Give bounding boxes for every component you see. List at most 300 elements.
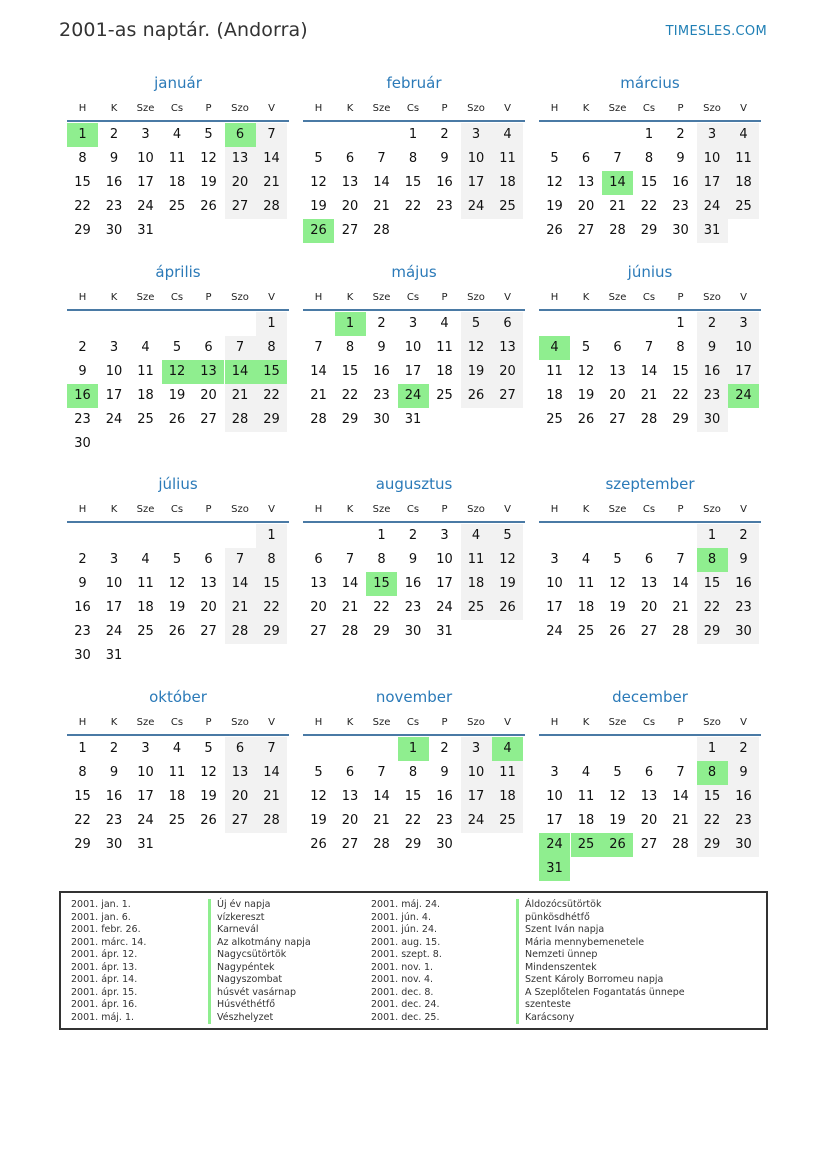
legend-holiday-name: Áldozócsütörtök bbox=[516, 899, 685, 912]
holiday-day-cell: 24 bbox=[539, 833, 570, 857]
day-cell: 5 bbox=[204, 127, 213, 142]
day-cell: 29 bbox=[697, 833, 728, 857]
day-cell: 26 bbox=[168, 412, 186, 427]
day-cell: 25 bbox=[137, 412, 154, 427]
day-cell: 5 bbox=[314, 765, 323, 780]
day-cell: 22 bbox=[256, 384, 287, 408]
day-cell: 14 bbox=[310, 364, 327, 379]
day-cell: 30 bbox=[74, 648, 91, 663]
day-cell: 24 bbox=[436, 600, 453, 615]
day-cell: 4 bbox=[440, 316, 449, 331]
day-cell: 2 bbox=[78, 552, 87, 567]
day-cell: 22 bbox=[341, 388, 359, 403]
weekday-label: Cs bbox=[406, 717, 420, 728]
legend-holiday-name: Nagycsütörtök bbox=[208, 949, 311, 962]
day-cell: 14 bbox=[373, 175, 390, 190]
weekday-label: H bbox=[78, 717, 87, 728]
month-7 bbox=[67, 474, 289, 668]
legend-holiday-name: Mária mennybemenetele bbox=[516, 937, 685, 950]
weekday-label: Szo bbox=[467, 103, 485, 114]
day-cell: 17 bbox=[697, 171, 728, 195]
month-8 bbox=[303, 474, 525, 668]
day-cell: 6 bbox=[225, 737, 256, 761]
day-cell: 17 bbox=[137, 175, 154, 190]
day-cell: 11 bbox=[728, 147, 759, 171]
weekday-label: H bbox=[78, 504, 87, 515]
day-cell: 27 bbox=[341, 223, 359, 238]
day-cell: 4 bbox=[581, 765, 591, 780]
day-cell: 3 bbox=[408, 316, 418, 331]
month-name: február bbox=[386, 74, 442, 92]
day-cell: 5 bbox=[314, 151, 323, 166]
legend-holiday-name: Az alkotmány napja bbox=[208, 937, 311, 950]
day-cell: 5 bbox=[461, 312, 492, 336]
weekday-label: K bbox=[582, 292, 590, 303]
weekday-label: K bbox=[346, 504, 354, 515]
day-cell: 5 bbox=[204, 741, 213, 756]
weekday-label: Sze bbox=[608, 717, 627, 728]
day-cell: 22 bbox=[74, 813, 91, 828]
day-cell: 14 bbox=[640, 364, 658, 379]
day-cell: 15 bbox=[256, 572, 287, 596]
weekday-label: Szo bbox=[231, 717, 249, 728]
day-cell: 9 bbox=[728, 761, 759, 785]
holiday-day-cell: 24 bbox=[398, 384, 429, 408]
day-cell: 5 bbox=[613, 765, 622, 780]
day-cell: 1 bbox=[676, 316, 685, 331]
day-cell: 11 bbox=[137, 364, 154, 379]
day-cell: 28 bbox=[672, 837, 689, 852]
day-cell: 1 bbox=[377, 528, 386, 543]
day-cell: 26 bbox=[461, 384, 492, 408]
weekday-header bbox=[303, 98, 525, 122]
weekday-label: H bbox=[314, 103, 323, 114]
day-cell: 21 bbox=[256, 785, 287, 809]
day-cell: 19 bbox=[577, 388, 595, 403]
day-cell: 11 bbox=[492, 147, 523, 171]
day-cell: 21 bbox=[256, 171, 287, 195]
day-cell: 10 bbox=[546, 576, 563, 591]
day-cell: 25 bbox=[461, 596, 492, 620]
day-cell: 9 bbox=[676, 151, 685, 166]
day-cell: 7 bbox=[644, 340, 654, 355]
day-cell: 23 bbox=[105, 813, 123, 828]
weekday-label: Cs bbox=[642, 292, 656, 303]
weekday-label: V bbox=[268, 292, 275, 303]
day-cell: 27 bbox=[200, 412, 217, 427]
day-cell: 20 bbox=[640, 813, 658, 828]
weekday-label: P bbox=[677, 292, 684, 303]
weekday-header bbox=[67, 499, 289, 523]
day-cell: 15 bbox=[672, 364, 689, 379]
day-cell: 3 bbox=[550, 552, 559, 567]
day-cell: 6 bbox=[345, 765, 355, 780]
day-cell: 14 bbox=[341, 576, 359, 591]
legend-dates-col-1 bbox=[71, 899, 146, 1024]
month-6 bbox=[539, 262, 761, 456]
holiday-day-cell: 26 bbox=[602, 833, 633, 857]
weekday-label: K bbox=[582, 504, 590, 515]
weekday-label: P bbox=[677, 504, 684, 515]
legend-dates-col-2 bbox=[371, 899, 442, 1024]
weekday-label: H bbox=[314, 504, 323, 515]
page-title: 2001-as naptár. (Andorra) bbox=[59, 19, 308, 41]
day-cell: 17 bbox=[105, 600, 123, 615]
day-cell: 11 bbox=[168, 765, 186, 780]
month-name: november bbox=[375, 688, 453, 706]
weekday-label: H bbox=[550, 103, 559, 114]
day-cell: 13 bbox=[225, 761, 256, 785]
day-cell: 5 bbox=[613, 552, 622, 567]
legend-date: 2001. ápr. 12. bbox=[71, 949, 138, 960]
weekday-label: Szo bbox=[467, 717, 485, 728]
holiday-day-cell: 14 bbox=[602, 171, 633, 195]
day-cell: 19 bbox=[461, 360, 492, 384]
day-cell: 2 bbox=[408, 528, 418, 543]
legend-holiday-name: Új év napja bbox=[208, 899, 311, 912]
day-cell: 12 bbox=[609, 576, 626, 591]
day-cell: 25 bbox=[728, 195, 759, 219]
day-cell: 9 bbox=[440, 765, 449, 780]
day-cell: 5 bbox=[581, 340, 591, 355]
day-cell: 27 bbox=[492, 384, 523, 408]
legend-date: 2001. jún. 4. bbox=[371, 911, 432, 923]
weekday-label: Sze bbox=[608, 292, 627, 303]
day-cell: 8 bbox=[256, 336, 287, 360]
weekday-label: V bbox=[268, 504, 275, 515]
day-cell: 30 bbox=[74, 436, 91, 451]
month-name: december bbox=[612, 688, 688, 706]
day-cell: 3 bbox=[141, 741, 150, 756]
day-cell: 2 bbox=[728, 524, 759, 548]
day-cell: 1 bbox=[256, 312, 287, 336]
day-grid bbox=[539, 123, 761, 267]
weekday-label: Szo bbox=[467, 292, 485, 303]
day-cell: 6 bbox=[581, 151, 591, 166]
day-cell: 28 bbox=[373, 223, 390, 238]
day-cell: 15 bbox=[74, 175, 91, 190]
holiday-day-cell: 8 bbox=[697, 761, 728, 785]
weekday-header bbox=[539, 712, 761, 736]
holiday-day-cell: 12 bbox=[162, 360, 193, 384]
day-cell: 3 bbox=[461, 737, 492, 761]
day-cell: 21 bbox=[225, 384, 256, 408]
day-cell: 24 bbox=[105, 412, 123, 427]
day-cell: 17 bbox=[105, 388, 123, 403]
month-name: augusztus bbox=[375, 475, 453, 493]
day-cell: 26 bbox=[200, 199, 217, 214]
day-cell: 18 bbox=[137, 600, 154, 615]
day-cell: 7 bbox=[225, 336, 256, 360]
day-cell: 1 bbox=[78, 741, 87, 756]
day-cell: 18 bbox=[137, 388, 154, 403]
day-cell: 20 bbox=[640, 600, 658, 615]
day-cell: 12 bbox=[200, 151, 217, 166]
day-cell: 25 bbox=[168, 813, 186, 828]
day-cell: 30 bbox=[728, 833, 759, 857]
day-cell: 17 bbox=[546, 600, 563, 615]
day-grid bbox=[303, 123, 525, 267]
day-cell: 8 bbox=[408, 765, 418, 780]
day-cell: 4 bbox=[172, 741, 182, 756]
day-cell: 12 bbox=[609, 789, 626, 804]
weekday-label: Cs bbox=[170, 292, 184, 303]
day-cell: 29 bbox=[341, 412, 359, 427]
day-cell: 11 bbox=[546, 364, 563, 379]
day-cell: 3 bbox=[728, 312, 759, 336]
day-cell: 28 bbox=[310, 412, 327, 427]
weekday-label: P bbox=[205, 103, 212, 114]
day-cell: 8 bbox=[256, 548, 287, 572]
day-cell: 9 bbox=[728, 548, 759, 572]
day-cell: 8 bbox=[78, 151, 87, 166]
day-cell: 4 bbox=[141, 552, 150, 567]
month-name: január bbox=[154, 74, 202, 92]
day-cell: 30 bbox=[728, 620, 759, 644]
day-cell: 7 bbox=[613, 151, 622, 166]
day-cell: 18 bbox=[168, 175, 186, 190]
weekday-label: Szo bbox=[231, 103, 249, 114]
month-12 bbox=[539, 687, 761, 881]
day-cell: 18 bbox=[461, 572, 492, 596]
day-cell: 22 bbox=[404, 199, 422, 214]
weekday-label: P bbox=[677, 103, 684, 114]
day-cell: 26 bbox=[310, 837, 327, 852]
day-cell: 8 bbox=[377, 552, 386, 567]
day-cell: 12 bbox=[461, 336, 492, 360]
weekday-label: Sze bbox=[136, 103, 155, 114]
day-cell: 20 bbox=[200, 600, 217, 615]
holiday-day-cell: 6 bbox=[225, 123, 256, 147]
weekday-label: Szo bbox=[231, 504, 249, 515]
day-cell: 11 bbox=[492, 761, 523, 785]
legend-date: 2001. dec. 25. bbox=[371, 1011, 440, 1023]
day-cell: 9 bbox=[78, 576, 87, 591]
day-cell: 7 bbox=[345, 552, 355, 567]
day-cell: 29 bbox=[373, 624, 390, 639]
day-cell: 15 bbox=[697, 785, 728, 809]
legend-holiday-name: Nemzeti ünnep bbox=[516, 949, 685, 962]
day-cell: 14 bbox=[256, 147, 287, 171]
legend-date: 2001. dec. 24. bbox=[371, 999, 440, 1010]
weekday-label: P bbox=[441, 292, 448, 303]
day-cell: 2 bbox=[109, 741, 119, 756]
day-cell: 13 bbox=[341, 789, 359, 804]
day-cell: 2 bbox=[440, 741, 449, 756]
legend-date: 2001. máj. 24. bbox=[371, 899, 441, 910]
day-cell: 21 bbox=[672, 600, 689, 615]
day-grid bbox=[539, 312, 761, 456]
legend-date: 2001. ápr. 13. bbox=[71, 961, 138, 973]
day-cell: 7 bbox=[314, 340, 323, 355]
month-name: szeptember bbox=[605, 475, 695, 493]
month-2 bbox=[303, 73, 525, 267]
day-cell: 8 bbox=[345, 340, 355, 355]
day-cell: 7 bbox=[676, 765, 685, 780]
weekday-label: H bbox=[314, 292, 323, 303]
day-cell: 16 bbox=[436, 789, 453, 804]
weekday-label: P bbox=[441, 717, 448, 728]
day-cell: 16 bbox=[404, 576, 422, 591]
day-cell: 30 bbox=[697, 408, 728, 432]
holiday-day-cell: 1 bbox=[67, 123, 98, 147]
day-cell: 16 bbox=[728, 785, 759, 809]
day-cell: 6 bbox=[613, 340, 622, 355]
weekday-label: K bbox=[346, 103, 354, 114]
day-cell: 24 bbox=[137, 813, 154, 828]
day-cell: 6 bbox=[345, 151, 355, 166]
weekday-label: Sze bbox=[372, 103, 391, 114]
month-5 bbox=[303, 262, 525, 456]
day-cell: 16 bbox=[373, 364, 390, 379]
day-cell: 19 bbox=[492, 572, 523, 596]
day-cell: 24 bbox=[546, 624, 563, 639]
day-cell: 20 bbox=[609, 388, 626, 403]
day-cell: 24 bbox=[697, 195, 728, 219]
month-name: március bbox=[620, 74, 680, 92]
day-cell: 12 bbox=[310, 175, 327, 190]
day-cell: 21 bbox=[373, 199, 390, 214]
day-cell: 29 bbox=[697, 620, 728, 644]
day-cell: 1 bbox=[697, 524, 728, 548]
day-cell: 23 bbox=[728, 809, 759, 833]
day-cell: 10 bbox=[728, 336, 759, 360]
day-cell: 11 bbox=[436, 340, 453, 355]
weekday-label: P bbox=[441, 504, 448, 515]
day-cell: 12 bbox=[310, 789, 327, 804]
day-cell: 5 bbox=[492, 524, 523, 548]
day-cell: 18 bbox=[168, 789, 186, 804]
weekday-label: H bbox=[550, 717, 559, 728]
day-cell: 14 bbox=[373, 789, 390, 804]
day-cell: 25 bbox=[168, 199, 186, 214]
weekday-label: P bbox=[441, 103, 448, 114]
day-cell: 18 bbox=[492, 785, 523, 809]
day-cell: 23 bbox=[74, 412, 91, 427]
month-10 bbox=[67, 687, 289, 881]
day-cell: 5 bbox=[172, 340, 182, 355]
day-cell: 26 bbox=[492, 596, 523, 620]
legend-date: 2001. jan. 6. bbox=[71, 911, 131, 923]
day-cell: 22 bbox=[404, 813, 422, 828]
weekday-label: V bbox=[740, 103, 747, 114]
day-cell: 12 bbox=[577, 364, 595, 379]
day-cell: 10 bbox=[697, 147, 728, 171]
day-cell: 26 bbox=[546, 223, 563, 238]
legend-date: 2001. aug. 15. bbox=[371, 936, 441, 948]
month-name: július bbox=[158, 475, 198, 493]
day-cell: 20 bbox=[341, 199, 359, 214]
legend-date: 2001. szept. 8. bbox=[371, 949, 442, 960]
day-cell: 15 bbox=[697, 572, 728, 596]
day-cell: 11 bbox=[461, 548, 492, 572]
weekday-label: Sze bbox=[136, 504, 155, 515]
day-cell: 11 bbox=[137, 576, 154, 591]
day-cell: 31 bbox=[697, 219, 728, 243]
day-cell: 27 bbox=[225, 809, 256, 833]
day-cell: 27 bbox=[640, 624, 658, 639]
day-cell: 3 bbox=[109, 552, 119, 567]
day-cell: 14 bbox=[672, 789, 689, 804]
day-cell: 23 bbox=[728, 596, 759, 620]
weekday-label: P bbox=[205, 717, 212, 728]
day-cell: 31 bbox=[137, 837, 154, 852]
day-cell: 29 bbox=[74, 837, 91, 852]
weekday-label: K bbox=[110, 292, 118, 303]
day-cell: 21 bbox=[373, 813, 390, 828]
weekday-label: K bbox=[110, 504, 118, 515]
day-cell: 25 bbox=[137, 624, 154, 639]
day-cell: 19 bbox=[200, 175, 217, 190]
day-cell: 2 bbox=[728, 737, 759, 761]
weekday-label: H bbox=[314, 717, 323, 728]
day-grid bbox=[67, 524, 289, 668]
weekday-label: V bbox=[740, 717, 747, 728]
holiday-day-cell: 16 bbox=[67, 384, 98, 408]
weekday-label: Cs bbox=[406, 103, 420, 114]
day-cell: 5 bbox=[172, 552, 182, 567]
day-cell: 29 bbox=[256, 408, 287, 432]
day-cell: 26 bbox=[609, 624, 626, 639]
day-grid bbox=[303, 524, 525, 668]
day-cell: 10 bbox=[461, 147, 492, 171]
day-cell: 16 bbox=[105, 789, 123, 804]
day-cell: 7 bbox=[377, 765, 386, 780]
day-cell: 20 bbox=[200, 388, 217, 403]
brand-link[interactable]: TIMESLES.COM bbox=[665, 24, 767, 39]
weekday-label: Sze bbox=[136, 292, 155, 303]
weekday-label: Sze bbox=[372, 504, 391, 515]
day-cell: 3 bbox=[697, 123, 728, 147]
day-cell: 3 bbox=[109, 340, 119, 355]
weekday-label: H bbox=[78, 292, 87, 303]
day-cell: 3 bbox=[461, 123, 492, 147]
day-cell: 18 bbox=[492, 171, 523, 195]
day-cell: 14 bbox=[256, 761, 287, 785]
day-cell: 8 bbox=[644, 151, 654, 166]
holiday-day-cell: 14 bbox=[225, 360, 256, 384]
day-cell: 22 bbox=[697, 596, 728, 620]
day-cell: 31 bbox=[404, 412, 422, 427]
day-cell: 20 bbox=[225, 171, 256, 195]
weekday-label: Cs bbox=[642, 717, 656, 728]
holiday-day-cell: 24 bbox=[728, 384, 759, 408]
legend-date: 2001. jún. 24. bbox=[371, 924, 438, 935]
weekday-label: V bbox=[504, 103, 511, 114]
weekday-header bbox=[303, 499, 525, 523]
day-cell: 25 bbox=[436, 388, 453, 403]
day-cell: 24 bbox=[105, 624, 123, 639]
day-cell: 1 bbox=[408, 127, 418, 142]
day-grid bbox=[303, 312, 525, 456]
legend-names-col-1 bbox=[208, 899, 311, 1024]
day-cell: 27 bbox=[640, 837, 658, 852]
weekday-label: P bbox=[205, 292, 212, 303]
day-cell: 3 bbox=[440, 528, 449, 543]
weekday-header bbox=[67, 98, 289, 122]
day-cell: 18 bbox=[577, 813, 595, 828]
weekday-label: K bbox=[582, 103, 590, 114]
legend-holiday-name: A Szeplőtelen Fogantatás ünnepe bbox=[516, 987, 685, 1000]
day-cell: 13 bbox=[609, 364, 626, 379]
day-cell: 23 bbox=[436, 199, 453, 214]
legend-holiday-name: Karácsony bbox=[516, 1012, 685, 1025]
day-cell: 9 bbox=[377, 340, 386, 355]
legend-date: 2001. ápr. 14. bbox=[71, 974, 138, 985]
day-cell: 6 bbox=[644, 765, 654, 780]
weekday-label: K bbox=[110, 717, 118, 728]
holiday-day-cell: 26 bbox=[303, 219, 334, 243]
